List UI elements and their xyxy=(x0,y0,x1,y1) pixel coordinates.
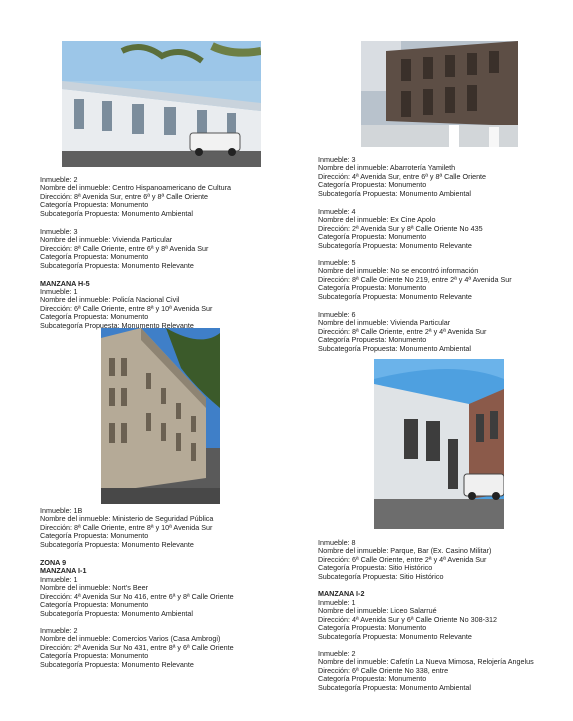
inmueble-category: Categoría Propuesta: Monumento xyxy=(40,253,149,262)
left-block-i1-inmueble-1 xyxy=(40,576,290,618)
inmueble-number: Inmueble: 4 xyxy=(318,208,356,216)
inmueble-subcategory: Subcategoría Propuesta: Monumento Relevante xyxy=(318,292,472,301)
inmueble-subcategory: Subcategoría Propuesta: Monumento Ambiental xyxy=(40,609,194,618)
inmueble-name: Nombre del inmueble: Ministerio de Seguridad Pública xyxy=(40,515,214,524)
inmueble-address: Dirección: 4ª Avenida Sur No 416, entre 6ª y 8ª Calle Oriente xyxy=(40,592,234,601)
inmueble-name: Nombre del inmueble: Abarrotería Yamileth xyxy=(318,164,456,173)
inmueble-category: Categoría Propuesta: Monumento xyxy=(318,181,427,190)
inmueble-name: Nombre del inmueble: Nort's Beer xyxy=(40,584,149,593)
inmueble-number: Inmueble: 6 xyxy=(318,311,356,319)
inmueble-address: Dirección: 8ª Calle Oriente, entre 8ª y 10ª Avenida Sur xyxy=(40,523,213,532)
inmueble-address: Dirección: 2ª Avenida Sur y 8ª Calle Oriente No 435 xyxy=(318,224,483,233)
section-heading-zona-9: ZONA 9 xyxy=(40,558,67,567)
photo-centro-hispanoamericano xyxy=(62,41,261,167)
right-block-i2-inmueble-1 xyxy=(318,599,568,641)
left-block-inmueble-2 xyxy=(40,176,290,218)
inmueble-subcategory: Subcategoría Propuesta: Monumento Relevante xyxy=(40,660,194,669)
inmueble-subcategory: Subcategoría Propuesta: Monumento Ambiental xyxy=(318,683,472,692)
inmueble-address: Dirección: 4ª Avenida Sur y 6ª Calle Oriente No 308-312 xyxy=(318,615,497,624)
inmueble-category: Categoría Propuesta: Monumento xyxy=(318,284,427,293)
inmueble-category: Categoría Propuesta: Monumento xyxy=(318,233,427,242)
inmueble-subcategory: Subcategoría Propuesta: Monumento Ambiental xyxy=(318,189,472,198)
inmueble-number: Inmueble: 3 xyxy=(40,228,78,236)
inmueble-address: Dirección: 6ª Calle Oriente, entre 8ª y 10ª Avenida Sur xyxy=(40,304,213,313)
photo-parque-bar xyxy=(374,359,504,529)
right-block-inmueble-8 xyxy=(318,539,568,581)
inmueble-name: Nombre del inmueble: Cafetín La Nueva Mimosa, Relojería Angelus xyxy=(318,658,534,667)
inmueble-subcategory: Subcategoría Propuesta: Monumento Relevante xyxy=(40,540,194,549)
left-block-inmueble-3 xyxy=(40,228,290,270)
inmueble-category: Categoría Propuesta: Monumento xyxy=(40,313,149,322)
inmueble-category: Categoría Propuesta: Monumento xyxy=(40,652,149,661)
inmueble-name: Nombre del inmueble: Liceo Salarrué xyxy=(318,607,437,616)
right-block-i2-inmueble-2 xyxy=(318,650,568,692)
inmueble-address: Dirección: 8ª Calle Oriente No 219, entre 2ª y 4ª Avenida Sur xyxy=(318,275,512,284)
inmueble-category: Categoría Propuesta: Monumento xyxy=(40,601,149,610)
inmueble-name: Nombre del inmueble: No se encontró información xyxy=(318,267,479,276)
inmueble-address: Dirección: 6ª Calle Oriente, entre 2ª y 4ª Avenida Sur xyxy=(318,555,487,564)
inmueble-number: Inmueble: 2 xyxy=(318,650,356,658)
inmueble-name: Nombre del inmueble: Comercios Varios (Casa Ambrogi) xyxy=(40,635,221,644)
section-heading-manzana-h5: MANZANA H-5 xyxy=(40,279,90,288)
section-heading-manzana-i1: MANZANA I-1 xyxy=(40,566,87,575)
inmueble-category: Categoría Propuesta: Monumento xyxy=(318,336,427,345)
inmueble-subcategory: Subcategoría Propuesta: Monumento Relevante xyxy=(318,241,472,250)
inmueble-address: Dirección: 4ª Avenida Sur, entre 6ª y 8ª Calle Oriente xyxy=(318,172,487,181)
inmueble-category: Categoría Propuesta: Monumento xyxy=(318,624,427,633)
inmueble-name: Nombre del inmueble: Vivienda Particular xyxy=(40,236,173,245)
inmueble-name: Nombre del inmueble: Ex Cine Apolo xyxy=(318,216,436,225)
inmueble-category: Categoría Propuesta: Sitio Histórico xyxy=(318,564,433,573)
inmueble-name: Nombre del inmueble: Centro Hispanoamericano de Cultura xyxy=(40,184,231,193)
inmueble-number: Inmueble: 5 xyxy=(318,259,356,267)
left-block-h5-inmueble-1 xyxy=(40,288,290,330)
inmueble-address: Dirección: 8ª Calle Oriente, entre 2ª y 4ª Avenida Sur xyxy=(318,327,487,336)
inmueble-subcategory: Subcategoría Propuesta: Monumento Ambiental xyxy=(318,344,472,353)
inmueble-category: Categoría Propuesta: Monumento xyxy=(318,675,427,684)
inmueble-name: Nombre del inmueble: Vivienda Particular xyxy=(318,319,451,328)
inmueble-category: Categoría Propuesta: Monumento xyxy=(40,532,149,541)
photo-ministerio-seguridad xyxy=(101,328,220,504)
section-heading-manzana-i2: MANZANA I-2 xyxy=(318,589,365,598)
inmueble-subcategory: Subcategoría Propuesta: Monumento Relevante xyxy=(318,632,472,641)
inmueble-subcategory: Subcategoría Propuesta: Monumento Ambiental xyxy=(40,209,194,218)
inmueble-address: Dirección: 8ª Calle Oriente, entre 6ª y 8ª Avenida Sur xyxy=(40,244,209,253)
inmueble-category: Categoría Propuesta: Monumento xyxy=(40,201,149,210)
inmueble-number: Inmueble: 1 xyxy=(318,599,356,607)
inmueble-subcategory: Subcategoría Propuesta: Monumento Relevante xyxy=(40,261,194,270)
right-block-inmueble-3 xyxy=(318,156,568,198)
inmueble-number: Inmueble: 3 xyxy=(318,156,356,164)
right-block-inmueble-5 xyxy=(318,259,568,301)
inmueble-subcategory: Subcategoría Propuesta: Sitio Histórico xyxy=(318,572,444,581)
inmueble-number: Inmueble: 1 xyxy=(40,576,78,584)
inmueble-number: Inmueble: 1B xyxy=(40,507,83,515)
inmueble-address: Dirección: 6ª Calle Oriente No 338, entre xyxy=(318,666,449,675)
inmueble-address: Dirección: 2ª Avenida Sur No 431, entre 8ª y 6ª Calle Oriente xyxy=(40,643,234,652)
inmueble-number: Inmueble: 2 xyxy=(40,176,78,184)
inmueble-address: Dirección: 8ª Avenida Sur, entre 6ª y 8ª Calle Oriente xyxy=(40,192,209,201)
left-block-inmueble-1b xyxy=(40,507,290,549)
left-block-i1-inmueble-2 xyxy=(40,627,290,669)
inmueble-subcategory: Subcategoría Propuesta: Monumento Relevante xyxy=(40,321,194,330)
right-block-inmueble-4 xyxy=(318,208,568,250)
inmueble-name: Nombre del inmueble: Policía Nacional Civil xyxy=(40,296,180,305)
inmueble-number: Inmueble: 8 xyxy=(318,539,356,547)
inmueble-number: Inmueble: 2 xyxy=(40,627,78,635)
inmueble-name: Nombre del inmueble: Parque, Bar (Ex. Casino Militar) xyxy=(318,547,492,556)
right-block-inmueble-6 xyxy=(318,311,568,353)
inmueble-number: Inmueble: 1 xyxy=(40,288,78,296)
photo-abarroteria-yamileth xyxy=(361,41,518,147)
